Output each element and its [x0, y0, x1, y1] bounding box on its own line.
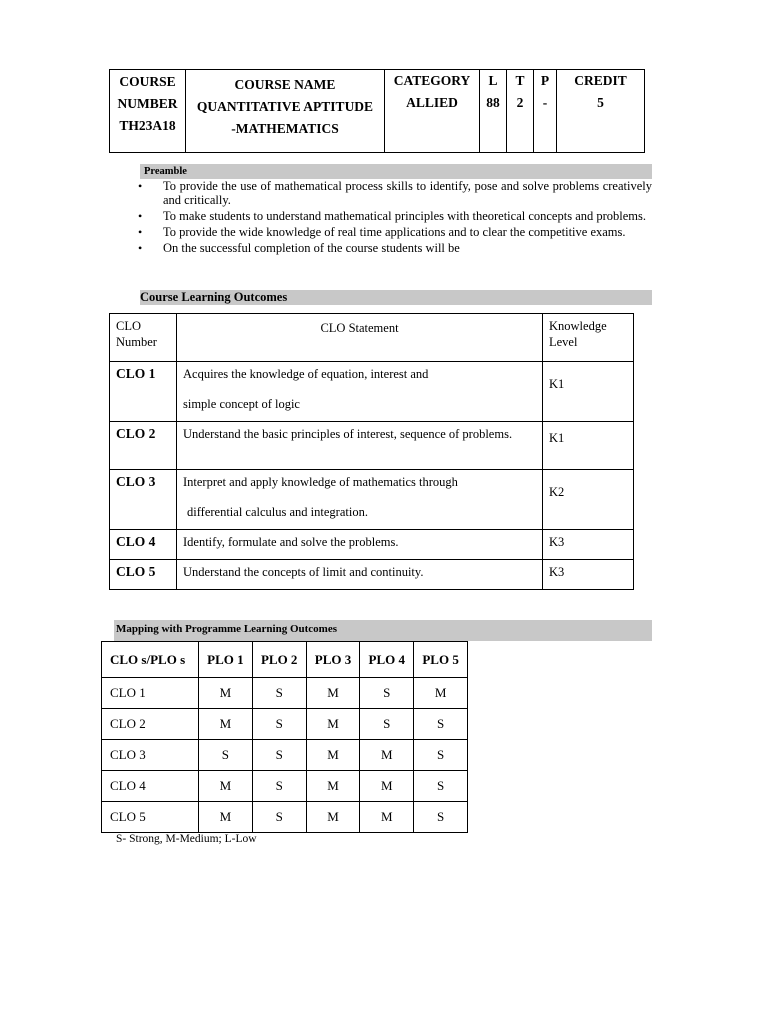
- clo-statement: [177, 530, 543, 560]
- clo-statement-line: simple concept of logic: [183, 397, 300, 411]
- credit-cell: [557, 70, 645, 153]
- mapping-header-cell: PLO 2: [252, 642, 306, 678]
- clo-number: CLO 1: [110, 362, 177, 422]
- table-row: [110, 560, 634, 590]
- clo-number: CLO 3: [110, 470, 177, 530]
- clo-header-statement: CLO Statement: [177, 314, 543, 362]
- clo-level: K1: [543, 422, 634, 470]
- course-number-cell: [110, 70, 186, 153]
- mapping-cell: CLO 3: [102, 740, 199, 771]
- course-header-table: [109, 69, 645, 153]
- clo-level: K2: [543, 470, 634, 530]
- mapping-cell: S: [199, 740, 253, 771]
- clo-statement: [177, 362, 543, 422]
- category-value: ALLIED: [406, 95, 458, 110]
- preamble-list: [138, 179, 652, 257]
- course-number-label: COURSE NUMBER: [117, 74, 178, 111]
- course-name-line2: -MATHEMATICS: [231, 121, 339, 136]
- preamble-item: • To provide the use of mathematical process skills to identify, pose and solve problems creatively and critically.: [138, 179, 652, 207]
- mapping-table: [101, 641, 468, 833]
- mapping-cell: S: [414, 771, 468, 802]
- mapping-cell: M: [306, 771, 360, 802]
- l-cell: [480, 70, 507, 153]
- clo-header-level: Knowledge Level: [543, 314, 634, 362]
- mapping-cell: CLO 5: [102, 802, 199, 833]
- clo-table: [109, 313, 634, 590]
- clo-statement-line: Understand the concepts of limit and continuity.: [183, 565, 424, 579]
- mapping-header-cell: PLO 1: [199, 642, 253, 678]
- table-row: [102, 802, 468, 833]
- preamble-item: • To provide the wide knowledge of real time applications and to clear the competitive exams.: [138, 225, 652, 239]
- mapping-cell: S: [414, 802, 468, 833]
- course-name-cell: [186, 70, 385, 153]
- clo-statement-line: Identify, formulate and solve the problems.: [183, 535, 399, 549]
- l-label: L: [488, 73, 498, 88]
- table-row: [102, 740, 468, 771]
- mapping-cell: M: [306, 709, 360, 740]
- mapping-cell: S: [360, 678, 414, 709]
- mapping-cell: M: [199, 771, 253, 802]
- mapping-cell: S: [252, 678, 306, 709]
- mapping-legend: S- Strong, M-Medium; L-Low: [116, 833, 257, 845]
- preamble-item: • To make students to understand mathematical principles with theoretical concepts and problems.: [138, 209, 652, 223]
- table-row: [110, 422, 634, 470]
- table-row: [110, 530, 634, 560]
- mapping-cell: M: [306, 678, 360, 709]
- table-row: [102, 709, 468, 740]
- mapping-cell: S: [252, 771, 306, 802]
- mapping-heading: Mapping with Programme Learning Outcomes: [114, 620, 652, 641]
- mapping-cell: M: [306, 740, 360, 771]
- clo-header-number: CLO Number: [110, 314, 177, 362]
- clo-level: K1: [543, 362, 634, 422]
- credit-value: 5: [597, 95, 604, 110]
- clo-number: CLO 2: [110, 422, 177, 470]
- credit-label: CREDIT: [574, 73, 627, 88]
- clo-statement: [177, 560, 543, 590]
- mapping-header-cell: PLO 3: [306, 642, 360, 678]
- p-label: P: [540, 73, 550, 88]
- p-cell: [534, 70, 557, 153]
- mapping-cell: M: [414, 678, 468, 709]
- category-label: CATEGORY: [393, 73, 471, 88]
- mapping-header-row: [102, 642, 468, 678]
- mapping-cell: S: [414, 709, 468, 740]
- table-row: [102, 678, 468, 709]
- mapping-cell: CLO 1: [102, 678, 199, 709]
- clo-statement-line: Acquires the knowledge of equation, interest and: [183, 367, 429, 381]
- clo-header-row: [110, 314, 634, 362]
- mapping-cell: M: [199, 709, 253, 740]
- mapping-cell: S: [252, 740, 306, 771]
- mapping-cell: M: [306, 802, 360, 833]
- clo-heading: Course Learning Outcomes: [140, 290, 652, 305]
- course-number-value: TH23A18: [119, 118, 176, 133]
- mapping-cell: M: [360, 771, 414, 802]
- p-value: -: [542, 95, 548, 110]
- l-value: 88: [486, 95, 500, 110]
- preamble-item: • On the successful completion of the course students will be: [138, 241, 652, 255]
- mapping-cell: M: [360, 802, 414, 833]
- clo-statement: [177, 422, 543, 470]
- mapping-header-cell: CLO s/PLO s: [102, 642, 199, 678]
- mapping-header-cell: PLO 4: [360, 642, 414, 678]
- clo-number: CLO 5: [110, 560, 177, 590]
- clo-statement-line: Interpret and apply knowledge of mathematics through: [183, 475, 458, 489]
- table-row: [102, 771, 468, 802]
- mapping-cell: S: [360, 709, 414, 740]
- mapping-cell: M: [199, 678, 253, 709]
- category-cell: [385, 70, 480, 153]
- mapping-cell: S: [252, 802, 306, 833]
- table-row: [110, 470, 634, 530]
- t-value: 2: [516, 95, 524, 110]
- mapping-cell: S: [414, 740, 468, 771]
- clo-level: K3: [543, 560, 634, 590]
- mapping-header-cell: PLO 5: [414, 642, 468, 678]
- t-label: T: [515, 73, 525, 88]
- table-row: [110, 362, 634, 422]
- mapping-cell: S: [252, 709, 306, 740]
- mapping-cell: CLO 4: [102, 771, 199, 802]
- clo-statement: [177, 470, 543, 530]
- mapping-cell: CLO 2: [102, 709, 199, 740]
- clo-level: K3: [543, 530, 634, 560]
- preamble-heading: Preamble: [140, 164, 652, 179]
- mapping-cell: M: [360, 740, 414, 771]
- clo-statement-line: differential calculus and integration.: [187, 505, 368, 519]
- t-cell: [507, 70, 534, 153]
- mapping-cell: M: [199, 802, 253, 833]
- clo-number: CLO 4: [110, 530, 177, 560]
- course-name-label: COURSE NAME: [234, 77, 336, 92]
- course-name-line1: QUANTITATIVE APTITUDE: [196, 99, 374, 114]
- clo-statement-line: Understand the basic principles of interest, sequence of problems.: [183, 427, 513, 441]
